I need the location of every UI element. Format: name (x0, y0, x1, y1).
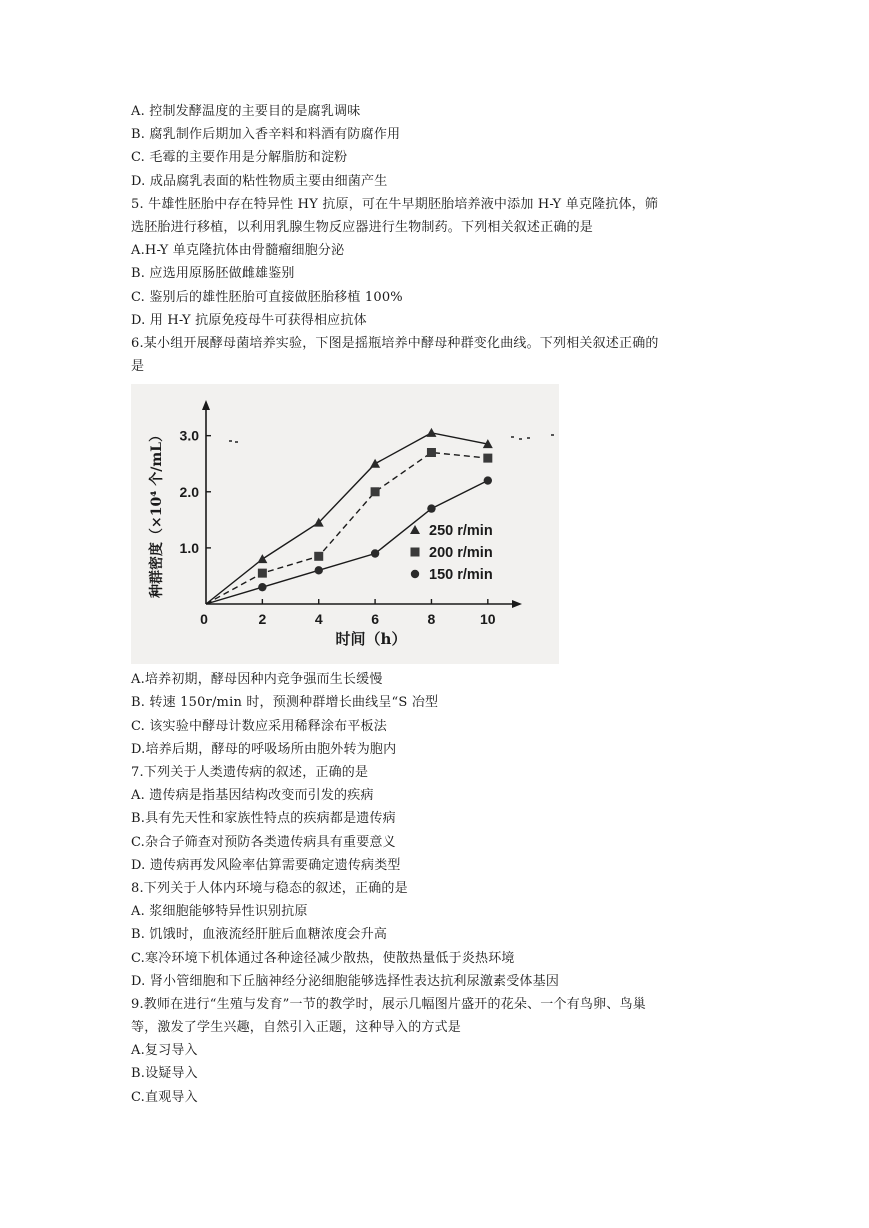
question-text-line: D.培养后期，酵母的呼吸场所由胞外转为胞内 (131, 741, 397, 757)
population-density-figure (131, 384, 559, 664)
question-text-line: 是 (131, 359, 145, 375)
data-point-triangle (257, 554, 267, 563)
text-block-after-figure (131, 668, 751, 1109)
question-text-line: B.设疑导入 (131, 1066, 198, 1082)
x-tick-label: 4 (314, 611, 323, 628)
legend-marker-square (411, 548, 420, 557)
origin-label: 0 (200, 611, 208, 628)
series-line-2 (206, 481, 488, 604)
x-tick-label: 6 (371, 611, 379, 628)
data-point-square (483, 454, 492, 463)
question-text-line: C.寒冷环境下机体通过各种途径减少散热，使散热量低于炎热环境 (131, 950, 515, 966)
question-text-line: 7.下列关于人类遗传病的叙述，正确的是 (131, 765, 369, 780)
data-point-circle (315, 566, 323, 574)
question-text-line: B.具有先天性和家族性特点的疾病都是遗传病 (131, 811, 396, 827)
question-text-line: C. 鉴别后的雄性胚胎可直接做胚胎移植 100% (131, 289, 403, 305)
data-point-circle (427, 505, 435, 513)
y-axis-title: 种群密度（×10⁴ 个/mL） (149, 428, 165, 599)
question-text-line: B. 腐乳制作后期加入香辛料和料酒有防腐作用 (131, 127, 401, 143)
scan-speck (235, 441, 238, 443)
legend-marker-triangle (410, 525, 420, 534)
data-point-circle (371, 550, 379, 558)
question-text-line: 5. 牛雄性胚胎中存在特异性 HY 抗原，可在牛早期胚胎培养液中添加 H-Y 单克隆抗体，筛 (131, 196, 659, 212)
data-point-square (314, 552, 323, 561)
question-text-line: 6.某小组开展酵母菌培养实验，下图是摇瓶培养中酵母种群变化曲线。下列相关叙述正确的 (131, 335, 659, 351)
data-point-square (427, 448, 436, 457)
data-point-circle (258, 583, 266, 591)
x-tick-label: 2 (258, 611, 267, 628)
scan-speck (551, 434, 554, 436)
y-axis-arrow (202, 400, 210, 410)
legend-label: 150 r/min (429, 567, 493, 584)
x-axis-title: 时间（h） (335, 630, 407, 649)
data-point-square (258, 569, 267, 578)
question-text-line: C.直观导入 (131, 1089, 198, 1105)
population-curve-chart (131, 384, 559, 664)
scan-speck (229, 440, 232, 442)
data-point-triangle (370, 459, 380, 468)
question-text-line: D. 成品腐乳表面的粘性物质主要由细菌产生 (131, 173, 388, 189)
question-text-line: D. 遗传病再发风险率估算需要确定遗传病类型 (131, 857, 401, 873)
question-text-line: A. 遗传病是指基因结构改变而引发的疾病 (131, 788, 374, 804)
question-text-line: D. 肾小管细胞和下丘脑神经分泌细胞能够选择性表达抗利尿激素受体基因 (131, 973, 560, 989)
y-tick-label: 1.0 (179, 540, 199, 557)
question-text-line: A. 控制发酵温度的主要目的是腐乳调味 (131, 104, 361, 119)
question-text-line: A.复习导入 (131, 1043, 198, 1059)
question-text-line: B. 饥饿时，血液流经肝脏后血糖浓度会升高 (131, 927, 388, 943)
legend-label: 200 r/min (429, 545, 493, 562)
scan-speck (527, 437, 530, 439)
text-block-before-figure (131, 100, 751, 378)
scan-speck (511, 436, 514, 438)
data-point-triangle (426, 428, 436, 437)
y-tick-label: 3.0 (179, 427, 199, 444)
question-text-line: A. 浆细胞能够特异性识别抗原 (131, 904, 308, 920)
scan-speck (519, 438, 522, 440)
question-text-line: D. 用 H-Y 抗原免疫母牛可获得相应抗体 (131, 312, 367, 328)
question-text-line: A.H-Y 单克隆抗体由骨髓瘤细胞分泌 (131, 243, 345, 259)
question-text-line: 8.下列关于人体内环境与稳态的叙述，正确的是 (131, 880, 408, 896)
question-text-line: C.杂合子筛查对预防各类遗传病具有重要意义 (131, 834, 396, 850)
question-text-line: 9.教师在进行“生殖与发育”一节的教学时，展示几幅图片盛开的花朵、一个有鸟卵、鸟巢 (131, 996, 646, 1012)
question-text-line: 等，激发了学生兴趣，自然引入正题，这种导入的方式是 (131, 1020, 462, 1036)
y-tick-label: 2.0 (179, 484, 199, 501)
legend-label: 250 r/min (429, 523, 493, 540)
question-text-line: B. 应选用原肠胚做雌雄鉴别 (131, 266, 295, 282)
question-text-line: C. 毛霉的主要作用是分解脂肪和淀粉 (131, 150, 348, 166)
x-axis-arrow (512, 600, 522, 608)
question-text-line: 选胚胎进行移植，以利用乳腺生物反应器进行生物制药。下列相关叙述正确的是 (131, 219, 594, 235)
question-text-line: A.培养初期，酵母因种内竞争强而生长缓慢 (131, 672, 383, 688)
legend-marker-circle (411, 570, 419, 578)
data-point-circle (484, 477, 492, 485)
data-point-square (371, 488, 380, 497)
question-text-line: B. 转速 150r/min 时，预测种群增长曲线呈“S 冶型 (131, 695, 439, 711)
x-tick-label: 10 (480, 611, 496, 628)
question-page (131, 100, 751, 1109)
question-text-line: C. 该实验中酵母计数应采用稀释涂布平板法 (131, 718, 387, 734)
x-tick-label: 8 (427, 611, 436, 628)
